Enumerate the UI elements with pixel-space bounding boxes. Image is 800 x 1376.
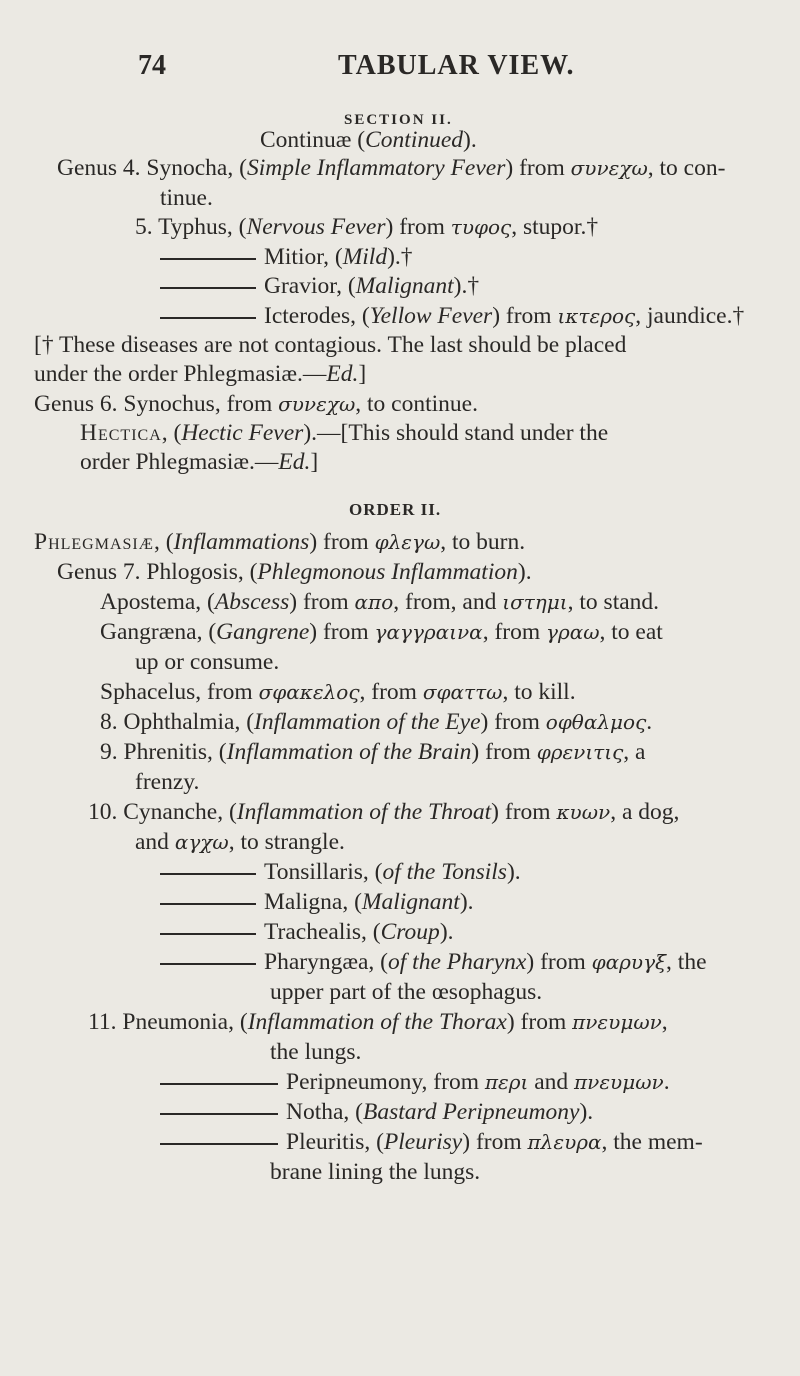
entry-phlegmasiae bbox=[34, 527, 525, 557]
text-run: . bbox=[646, 709, 653, 735]
text-run: ). bbox=[579, 1099, 594, 1125]
greek-etymon: σφακελος bbox=[258, 680, 360, 704]
text-run: Genus 6. Synochus, from bbox=[34, 391, 279, 417]
text-run: ) from bbox=[506, 1009, 573, 1035]
text-run: Tonsillaris, ( bbox=[264, 859, 383, 885]
italic-gloss: Nervous Fever bbox=[246, 214, 386, 240]
ditto-rule bbox=[160, 1113, 278, 1115]
entry-gravior bbox=[160, 271, 479, 301]
text-run: , ( bbox=[153, 529, 174, 555]
greek-etymon: απο bbox=[354, 590, 394, 614]
order-heading: ORDER II. bbox=[349, 500, 442, 519]
entry-trachealis bbox=[160, 917, 454, 947]
entry-apostema bbox=[100, 587, 659, 617]
text-run: , ( bbox=[161, 420, 182, 446]
text-run: ) from bbox=[492, 303, 558, 329]
greek-etymon: συνεχω bbox=[570, 156, 648, 180]
ditto-rule bbox=[160, 903, 256, 905]
ditto-rule bbox=[160, 1083, 278, 1085]
entry-genus-10 bbox=[88, 797, 679, 827]
text-run: , bbox=[661, 1009, 668, 1035]
text-run: Hectica bbox=[80, 420, 162, 446]
ditto-rule bbox=[160, 963, 256, 965]
greek-etymon: φρενιτις bbox=[536, 740, 624, 764]
text-run: ) from bbox=[491, 799, 557, 825]
entry-hectica-cont bbox=[80, 447, 318, 477]
italic-gloss: Pleurisy bbox=[383, 1129, 463, 1155]
text-run: Apostema, ( bbox=[100, 589, 215, 615]
text-run: Trachealis, ( bbox=[264, 919, 381, 945]
entry-mitior bbox=[160, 242, 413, 272]
entry-pharyngaea-cont: upper part of the œsophagus. bbox=[270, 979, 543, 1005]
entry-gangraena-cont: up or consume. bbox=[135, 649, 280, 675]
text-run: , to kill. bbox=[502, 679, 576, 705]
entry-genus-7 bbox=[57, 557, 532, 587]
italic-gloss: Inflammations bbox=[173, 529, 310, 555]
greek-etymon: φλεγω bbox=[374, 530, 441, 554]
page-number: 74 bbox=[138, 50, 166, 81]
text-run: 9. Phrenitis, ( bbox=[100, 739, 227, 765]
text-run: 8. Ophthalmia, ( bbox=[100, 709, 255, 735]
text-run: Continuæ ( bbox=[260, 127, 366, 153]
text-run: Mitior, ( bbox=[264, 244, 343, 270]
greek-etymon: συνεχω bbox=[278, 392, 356, 416]
text-run: Genus 7. Phlogosis, ( bbox=[57, 559, 258, 585]
ditto-rule bbox=[160, 258, 256, 260]
entry-genus-6 bbox=[34, 389, 478, 419]
text-run: Pharyngæa, ( bbox=[264, 949, 389, 975]
text-run: Notha, ( bbox=[286, 1099, 364, 1125]
text-run: 11. Pneumonia, ( bbox=[88, 1009, 248, 1035]
text-run: , to stand. bbox=[567, 589, 660, 615]
ditto-rule bbox=[160, 873, 256, 875]
text-run: Genus 4. Synocha, ( bbox=[57, 155, 247, 181]
text-run: ). bbox=[517, 559, 532, 585]
entry-pleuritis-cont: brane lining the lungs. bbox=[270, 1159, 481, 1185]
text-run: , to strangle. bbox=[228, 829, 345, 855]
text-run: Icterodes, ( bbox=[264, 303, 370, 329]
entry-notha bbox=[160, 1097, 593, 1127]
text-run: under the order Phlegmasiæ.— bbox=[34, 361, 327, 387]
text-run: ) from bbox=[462, 1129, 528, 1155]
entry-genus-9-cont: frenzy. bbox=[135, 769, 200, 795]
italic-gloss: Inflammation of the Brain bbox=[226, 739, 472, 765]
italic-gloss: of the Tonsils bbox=[382, 859, 507, 885]
text-run: , to continue. bbox=[355, 391, 478, 417]
text-run: ). bbox=[506, 859, 521, 885]
italic-gloss: Malignant bbox=[355, 273, 454, 299]
text-run: Maligna, ( bbox=[264, 889, 362, 915]
text-run: ) from bbox=[480, 709, 546, 735]
text-run: ) from bbox=[505, 155, 571, 181]
text-run: Phlegmasiæ bbox=[34, 529, 154, 555]
entry-genus-4-cont: tinue. bbox=[160, 185, 213, 211]
entry-genus-9 bbox=[100, 737, 645, 767]
italic-gloss: Hectic Fever bbox=[181, 420, 304, 446]
entry-genus-11-cont: the lungs. bbox=[270, 1039, 362, 1065]
greek-etymon: σφαττω bbox=[422, 680, 503, 704]
text-run: Peripneumony, from bbox=[286, 1069, 485, 1095]
italic-gloss: Bastard Peripneumony bbox=[363, 1099, 580, 1125]
page-header bbox=[0, 50, 800, 90]
greek-etymon: πνευμων bbox=[574, 1070, 664, 1094]
text-run: ) from bbox=[526, 949, 592, 975]
text-run: ] bbox=[358, 361, 367, 387]
italic-gloss: of the Pharynx bbox=[388, 949, 527, 975]
continued-line bbox=[260, 125, 477, 155]
text-run: ).—[This should stand under the bbox=[303, 420, 609, 446]
text-run: ] bbox=[310, 449, 319, 475]
running-title: TABULAR VIEW. bbox=[338, 50, 575, 81]
italic-gloss: Simple Inflammatory Fever bbox=[246, 155, 506, 181]
italic-gloss: Ed. bbox=[278, 449, 311, 475]
text-run: ). bbox=[463, 127, 477, 153]
text-run: . bbox=[663, 1069, 670, 1095]
entry-genus-4 bbox=[57, 153, 725, 183]
italic-gloss: Mild bbox=[342, 244, 388, 270]
text-run: ) from bbox=[289, 589, 355, 615]
text-run: ) from bbox=[309, 529, 375, 555]
entry-hectica bbox=[80, 418, 608, 448]
italic-gloss: Phlegmonous Inflammation bbox=[257, 559, 518, 585]
text-run: ).† bbox=[387, 244, 413, 270]
entry-genus-5 bbox=[135, 212, 598, 242]
greek-etymon: ιστημι bbox=[502, 590, 568, 614]
entry-genus-11 bbox=[88, 1007, 668, 1037]
text-run: , a dog, bbox=[610, 799, 680, 825]
text-run: , to con- bbox=[647, 155, 726, 181]
greek-etymon: οφθαλμος bbox=[545, 710, 647, 734]
text-run: Gangræna, ( bbox=[100, 619, 217, 645]
entry-tonsillaris bbox=[160, 857, 521, 887]
text-run: ) from bbox=[309, 619, 375, 645]
entry-genus-10-cont bbox=[135, 827, 345, 857]
greek-etymon: αγχω bbox=[174, 830, 229, 854]
text-run: order Phlegmasiæ.— bbox=[80, 449, 279, 475]
text-run: Sphacelus, from bbox=[100, 679, 259, 705]
entry-genus-8 bbox=[100, 707, 652, 737]
ditto-rule bbox=[160, 933, 256, 935]
text-run: and bbox=[528, 1069, 575, 1095]
entry-icterodes bbox=[160, 301, 744, 331]
text-run: Pleuritis, ( bbox=[286, 1129, 384, 1155]
text-run: ).† bbox=[453, 273, 480, 299]
text-run: 5. Typhus, ( bbox=[135, 214, 247, 240]
text-run: , to eat bbox=[599, 619, 663, 645]
text-run: , from bbox=[359, 679, 423, 705]
entry-maligna bbox=[160, 887, 474, 917]
entry-pleuritis bbox=[160, 1127, 703, 1157]
editor-note: [† These diseases are not contagious. The last should be placed bbox=[34, 332, 627, 358]
entry-pharyngaea bbox=[160, 947, 707, 977]
text-run: ) from bbox=[471, 739, 537, 765]
italic-gloss: Continued bbox=[365, 127, 464, 153]
italic-gloss: Ed. bbox=[326, 361, 359, 387]
editor-note-cont bbox=[34, 359, 366, 389]
text-run: 10. Cynanche, ( bbox=[88, 799, 237, 825]
text-run: , a bbox=[623, 739, 646, 765]
ditto-rule bbox=[160, 1143, 278, 1145]
greek-etymon: τυφος bbox=[450, 215, 512, 239]
greek-etymon: πλευρα bbox=[527, 1130, 602, 1154]
text-run: ) from bbox=[385, 214, 451, 240]
greek-etymon: πνευμων bbox=[572, 1010, 662, 1034]
text-run: , from bbox=[482, 619, 546, 645]
greek-etymon: περι bbox=[484, 1070, 529, 1094]
text-run: , from, and bbox=[393, 589, 503, 615]
italic-gloss: Croup bbox=[380, 919, 440, 945]
italic-gloss: Gangrene bbox=[216, 619, 310, 645]
greek-etymon: κυων bbox=[556, 800, 611, 824]
greek-etymon: φαρυγξ bbox=[591, 950, 667, 974]
italic-gloss: Yellow Fever bbox=[369, 303, 493, 329]
entry-gangraena bbox=[100, 617, 663, 647]
text-run: , to burn. bbox=[440, 529, 526, 555]
text-run: , the bbox=[666, 949, 707, 975]
greek-etymon: ικτερος bbox=[557, 304, 636, 328]
ditto-rule bbox=[160, 317, 256, 319]
text-run: Gravior, ( bbox=[264, 273, 356, 299]
italic-gloss: Inflammation of the Thorax bbox=[247, 1009, 507, 1035]
greek-etymon: γαγγραινα bbox=[374, 620, 483, 644]
text-run: , jaundice.† bbox=[635, 303, 745, 329]
italic-gloss: Malignant bbox=[361, 889, 460, 915]
ditto-rule bbox=[160, 287, 256, 289]
text-run: and bbox=[135, 829, 175, 855]
italic-gloss: Inflammation of the Throat bbox=[236, 799, 492, 825]
text-run: , the mem- bbox=[601, 1129, 703, 1155]
italic-gloss: Inflammation of the Eye bbox=[254, 709, 481, 735]
greek-etymon: γραω bbox=[546, 620, 600, 644]
italic-gloss: Abscess bbox=[214, 589, 290, 615]
text-run: , stupor.† bbox=[511, 214, 599, 240]
text-run: ). bbox=[459, 889, 474, 915]
entry-sphacelus bbox=[100, 677, 576, 707]
section-heading: SECTION II. bbox=[344, 112, 453, 128]
text-run: ). bbox=[439, 919, 454, 945]
entry-peripneumony bbox=[160, 1067, 670, 1097]
